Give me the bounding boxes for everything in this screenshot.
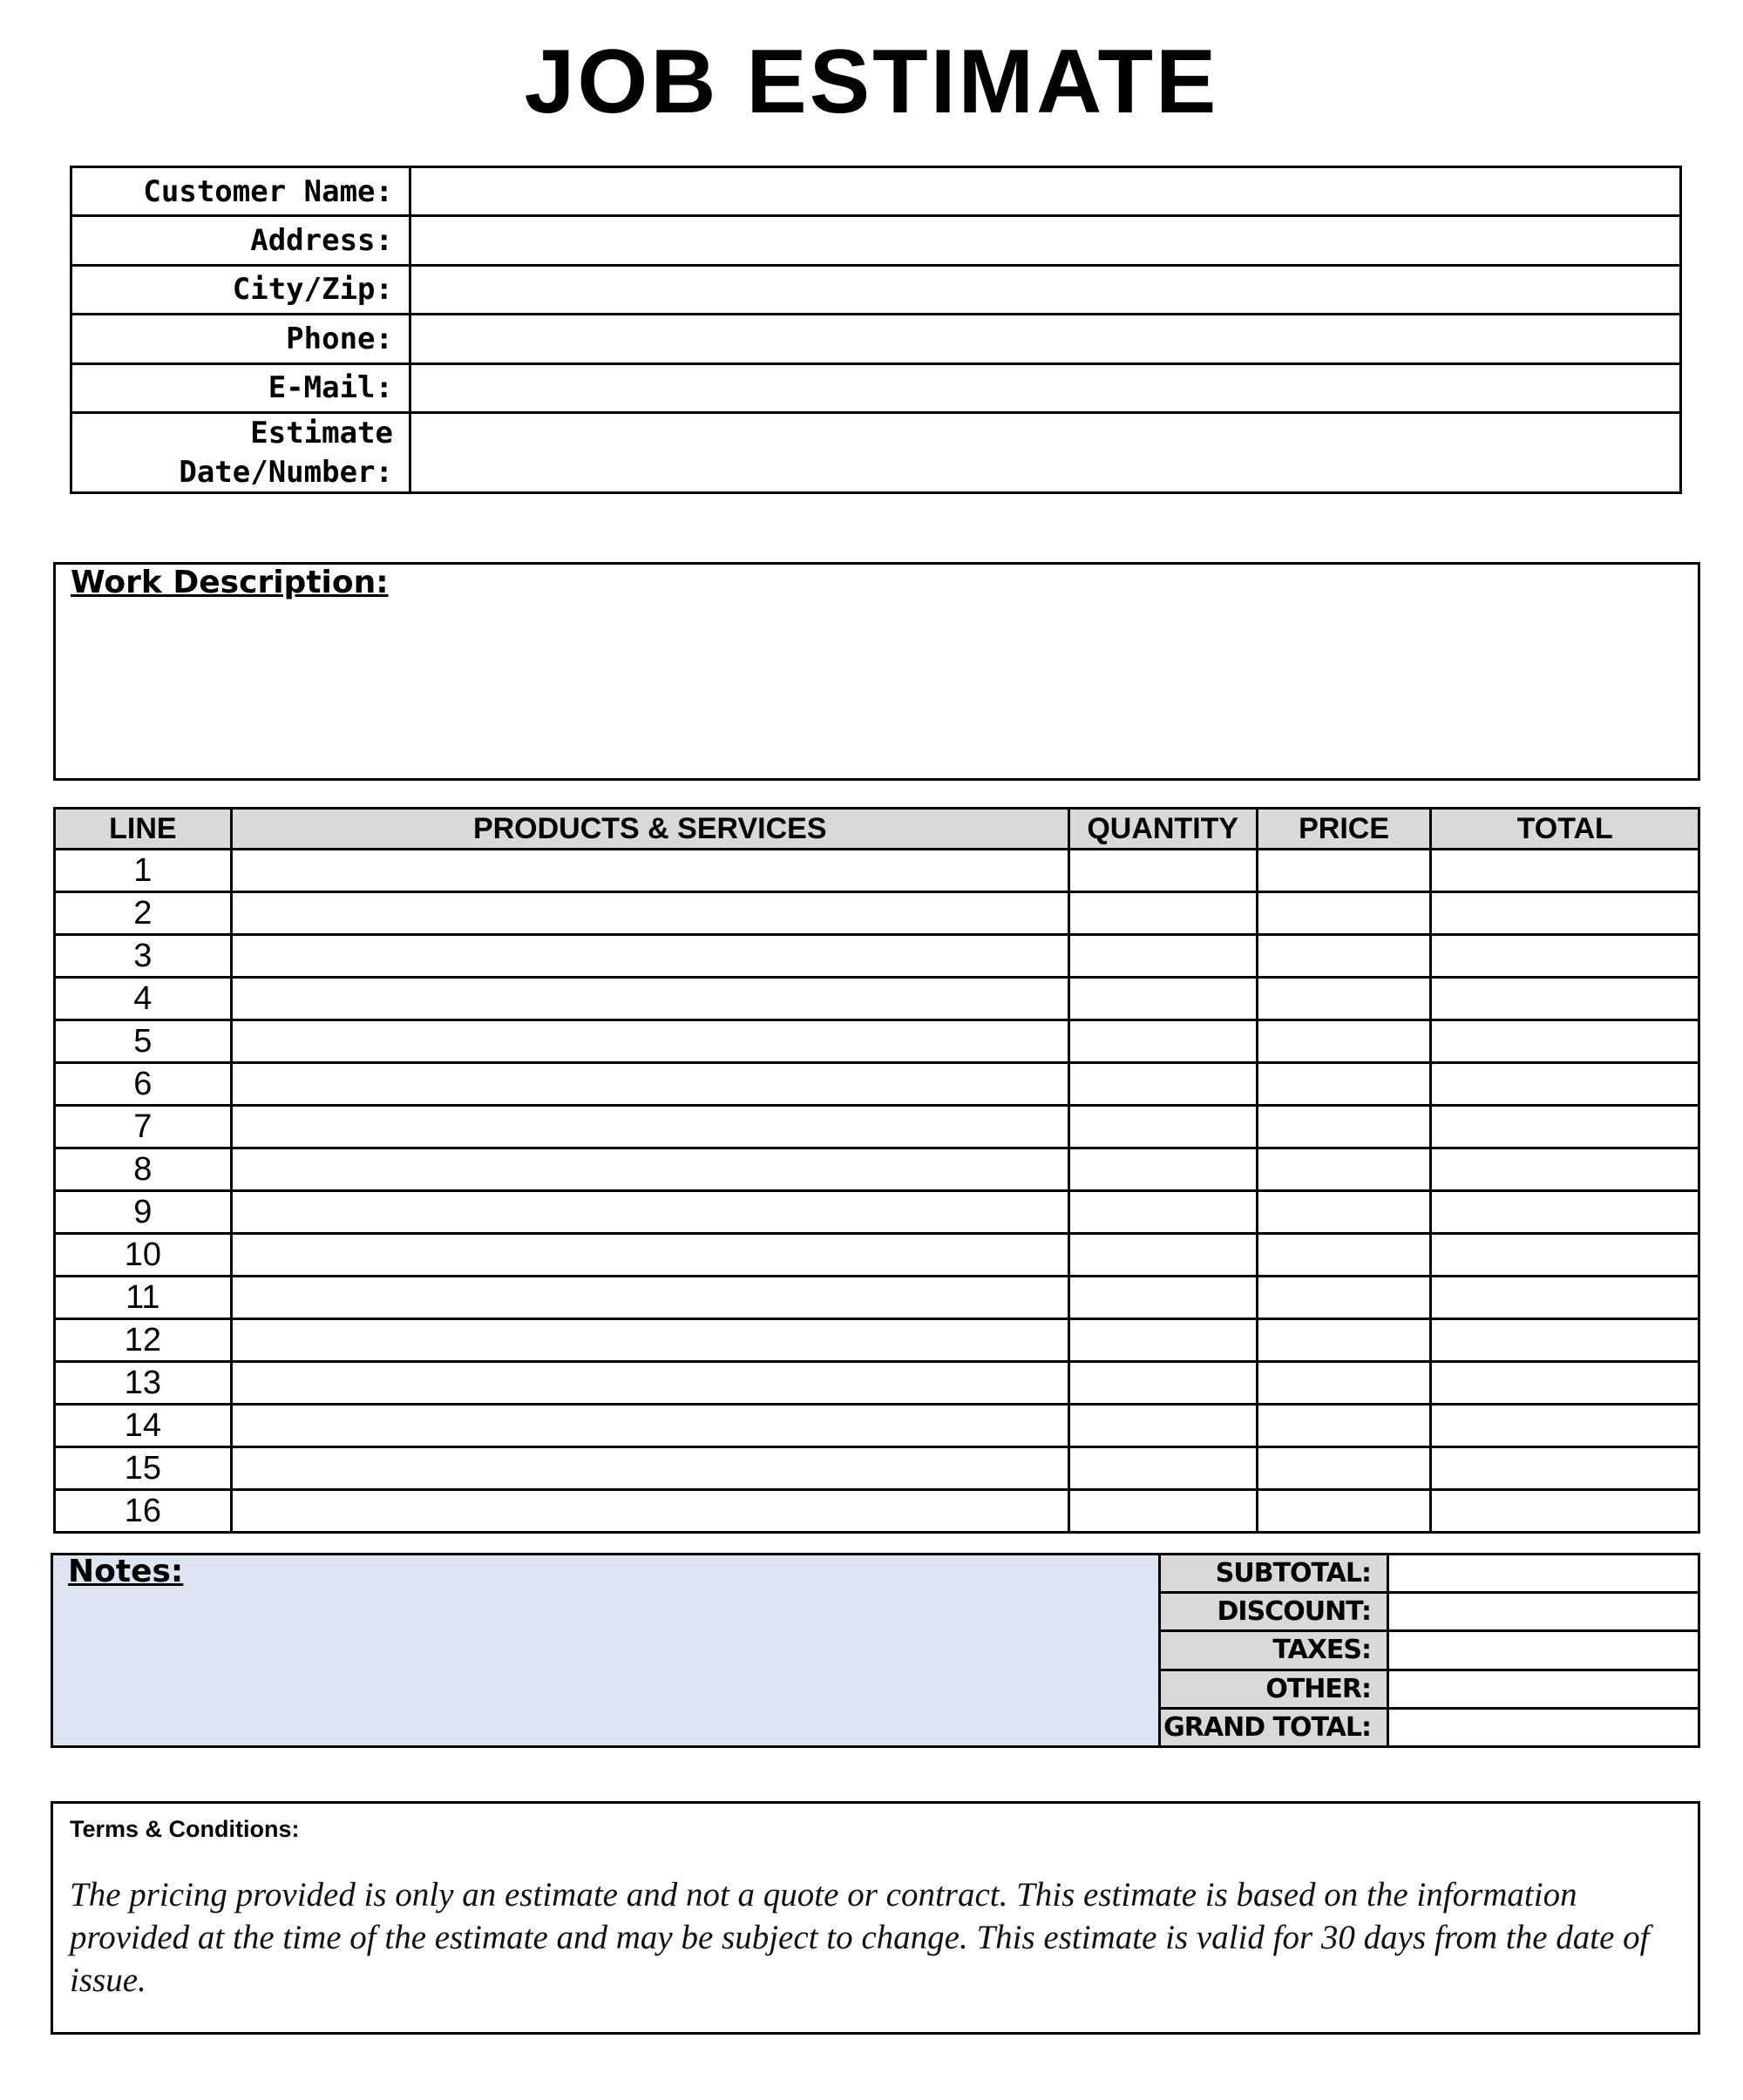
terms-text: The pricing provided is only an estimate and not a quote or contract. This estimate is based on the information provided at the time of the estimate and may be subject to change. This estimate is valid for 30 days from the date of issue. — [70, 1876, 1650, 1999]
line-number: 9 — [55, 1191, 232, 1234]
phone-label: Phone: — [71, 315, 410, 363]
line-number: 14 — [55, 1405, 232, 1447]
column-header-total: TOTAL — [1431, 809, 1699, 850]
product-service-cell[interactable] — [231, 1447, 1068, 1490]
table-row — [55, 1277, 1699, 1319]
line-number: 13 — [55, 1362, 232, 1405]
city-zip-field[interactable] — [410, 265, 1681, 314]
line-number: 1 — [55, 850, 232, 892]
customer-name-label: Customer Name: — [71, 167, 410, 216]
total-cell[interactable] — [1431, 850, 1699, 892]
subtotal-field[interactable] — [1388, 1555, 1699, 1593]
taxes-row — [1160, 1631, 1699, 1670]
line-number: 5 — [55, 1020, 232, 1063]
subtotal-label: SUBTOTAL: — [1160, 1555, 1388, 1593]
estimate-date-number-field[interactable] — [410, 413, 1681, 493]
line-number: 6 — [55, 1063, 232, 1106]
quantity-cell[interactable] — [1068, 1362, 1257, 1405]
product-service-cell[interactable] — [231, 1106, 1068, 1148]
total-cell[interactable] — [1431, 1277, 1699, 1319]
address-label: Address: — [71, 216, 410, 265]
total-cell[interactable] — [1431, 1447, 1699, 1490]
discount-row — [1160, 1593, 1699, 1631]
discount-field[interactable] — [1388, 1593, 1699, 1631]
price-cell[interactable] — [1257, 1234, 1431, 1277]
table-row — [55, 935, 1699, 978]
grand-total-field[interactable] — [1388, 1708, 1699, 1746]
quantity-cell[interactable] — [1068, 1106, 1257, 1148]
column-header-price: PRICE — [1257, 809, 1431, 850]
quantity-cell[interactable] — [1068, 892, 1257, 935]
grand-total-row — [1160, 1708, 1699, 1746]
line-number: 2 — [55, 892, 232, 935]
line-number: 15 — [55, 1447, 232, 1490]
total-cell[interactable] — [1431, 1063, 1699, 1106]
other-field[interactable] — [1388, 1670, 1699, 1708]
product-service-cell[interactable] — [231, 1234, 1068, 1277]
city-zip-label: City/Zip: — [71, 265, 410, 314]
work-description-label: Work Description: — [71, 565, 389, 600]
quantity-cell[interactable] — [1068, 1020, 1257, 1063]
email-label: E-Mail: — [71, 363, 410, 412]
total-cell[interactable] — [1431, 1148, 1699, 1191]
price-cell[interactable] — [1257, 1490, 1431, 1533]
total-cell[interactable] — [1431, 935, 1699, 978]
product-service-cell[interactable] — [231, 978, 1068, 1020]
page-title: JOB ESTIMATE — [524, 31, 1219, 132]
table-row — [55, 1362, 1699, 1405]
table-row — [55, 978, 1699, 1020]
email-field[interactable] — [410, 363, 1681, 412]
table-row — [55, 1447, 1699, 1490]
price-cell[interactable] — [1257, 1148, 1431, 1191]
line-number: 11 — [55, 1277, 232, 1319]
total-cell[interactable] — [1431, 892, 1699, 935]
line-number: 8 — [55, 1148, 232, 1191]
line-items-header — [55, 809, 1699, 850]
customer-name-field[interactable] — [410, 167, 1681, 216]
subtotal-row — [1160, 1555, 1699, 1593]
other-label: OTHER: — [1160, 1670, 1388, 1708]
price-cell[interactable] — [1257, 892, 1431, 935]
column-header-line: LINE — [55, 809, 232, 850]
phone-field[interactable] — [410, 315, 1681, 363]
notes-box[interactable] — [51, 1553, 1161, 1748]
product-service-cell[interactable] — [231, 850, 1068, 892]
price-cell[interactable] — [1257, 978, 1431, 1020]
quantity-cell[interactable] — [1068, 1277, 1257, 1319]
taxes-label: TAXES: — [1160, 1631, 1388, 1670]
work-description-box[interactable] — [53, 562, 1700, 781]
email-row — [71, 363, 1681, 412]
price-cell[interactable] — [1257, 1106, 1431, 1148]
product-service-cell[interactable] — [231, 1063, 1068, 1106]
product-service-cell[interactable] — [231, 1191, 1068, 1234]
address-row — [71, 216, 1681, 265]
price-cell[interactable] — [1257, 1447, 1431, 1490]
quantity-cell[interactable] — [1068, 1490, 1257, 1533]
quantity-cell[interactable] — [1068, 1063, 1257, 1106]
quantity-cell[interactable] — [1068, 1191, 1257, 1234]
estimate-date-number-row — [71, 413, 1681, 493]
column-header-products-services: PRODUCTS & SERVICES — [231, 809, 1068, 850]
total-cell[interactable] — [1431, 1405, 1699, 1447]
total-cell[interactable] — [1431, 1020, 1699, 1063]
column-header-quantity: QUANTITY — [1068, 809, 1257, 850]
quantity-cell[interactable] — [1068, 1148, 1257, 1191]
quantity-cell[interactable] — [1068, 850, 1257, 892]
terms-heading: Terms & Conditions: — [70, 1816, 300, 1842]
table-row — [55, 1106, 1699, 1148]
table-row — [55, 1191, 1699, 1234]
line-number: 3 — [55, 935, 232, 978]
total-cell[interactable] — [1431, 1490, 1699, 1533]
product-service-cell[interactable] — [231, 892, 1068, 935]
table-row — [55, 1319, 1699, 1362]
price-cell[interactable] — [1257, 850, 1431, 892]
table-row — [55, 1405, 1699, 1447]
table-row — [55, 1490, 1699, 1533]
other-row — [1160, 1670, 1699, 1708]
product-service-cell[interactable] — [231, 1405, 1068, 1447]
quantity-cell[interactable] — [1068, 935, 1257, 978]
estimate-date-number-label: Estimate Date/Number: — [71, 413, 410, 493]
product-service-cell[interactable] — [231, 1020, 1068, 1063]
price-cell[interactable] — [1257, 1319, 1431, 1362]
quantity-cell[interactable] — [1068, 1405, 1257, 1447]
totals-table — [1158, 1553, 1700, 1748]
city-zip-row — [71, 265, 1681, 314]
price-cell[interactable] — [1257, 1277, 1431, 1319]
total-cell[interactable] — [1431, 1106, 1699, 1148]
total-cell[interactable] — [1431, 1319, 1699, 1362]
total-cell[interactable] — [1431, 978, 1699, 1020]
line-number: 12 — [55, 1319, 232, 1362]
line-number: 7 — [55, 1106, 232, 1148]
price-cell[interactable] — [1257, 1362, 1431, 1405]
taxes-field[interactable] — [1388, 1631, 1699, 1670]
total-cell[interactable] — [1431, 1362, 1699, 1405]
customer-name-row — [71, 167, 1681, 216]
quantity-cell[interactable] — [1068, 1234, 1257, 1277]
price-cell[interactable] — [1257, 935, 1431, 978]
customer-info-table — [70, 166, 1682, 494]
quantity-cell[interactable] — [1068, 978, 1257, 1020]
product-service-cell[interactable] — [231, 1362, 1068, 1405]
total-cell[interactable] — [1431, 1191, 1699, 1234]
table-row — [55, 850, 1699, 892]
table-row — [55, 1234, 1699, 1277]
product-service-cell[interactable] — [231, 1490, 1068, 1533]
product-service-cell[interactable] — [231, 935, 1068, 978]
grand-total-label: GRAND TOTAL: — [1160, 1708, 1388, 1746]
quantity-cell[interactable] — [1068, 1447, 1257, 1490]
product-service-cell[interactable] — [231, 1148, 1068, 1191]
price-cell[interactable] — [1257, 1191, 1431, 1234]
line-number: 4 — [55, 978, 232, 1020]
line-number: 10 — [55, 1234, 232, 1277]
line-items-table — [53, 807, 1700, 1534]
terms-box — [51, 1801, 1700, 2035]
line-number: 16 — [55, 1490, 232, 1533]
table-row — [55, 1063, 1699, 1106]
discount-label: DISCOUNT: — [1160, 1593, 1388, 1631]
price-cell[interactable] — [1257, 1020, 1431, 1063]
table-row — [55, 1020, 1699, 1063]
price-cell[interactable] — [1257, 1405, 1431, 1447]
notes-label: Notes: — [68, 1554, 184, 1589]
phone-row — [71, 315, 1681, 363]
address-field[interactable] — [410, 216, 1681, 265]
product-service-cell[interactable] — [231, 1277, 1068, 1319]
table-row — [55, 892, 1699, 935]
product-service-cell[interactable] — [231, 1319, 1068, 1362]
quantity-cell[interactable] — [1068, 1319, 1257, 1362]
table-row — [55, 1148, 1699, 1191]
price-cell[interactable] — [1257, 1063, 1431, 1106]
total-cell[interactable] — [1431, 1234, 1699, 1277]
